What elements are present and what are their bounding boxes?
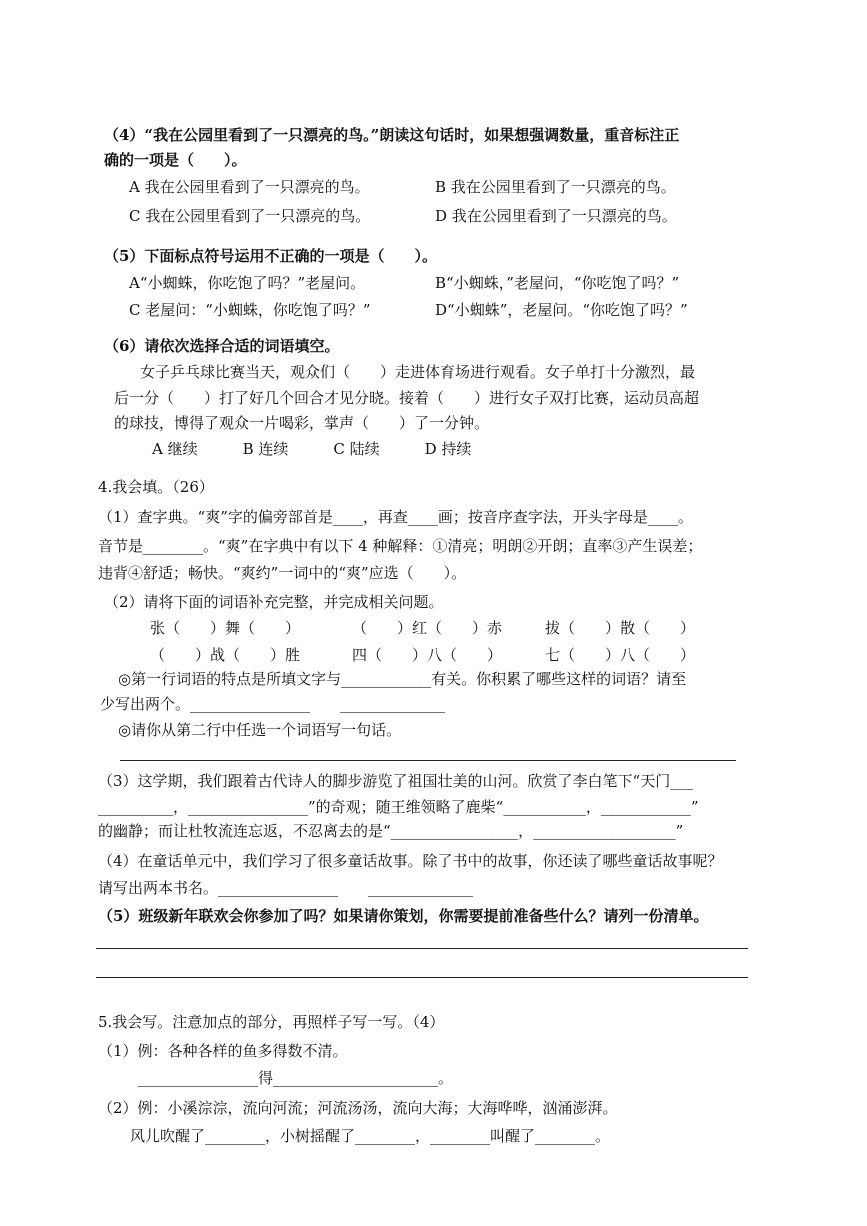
idiom-row2-a: （ ）战（ ）胜 <box>150 646 301 664</box>
q5-option-c: C 老屋问：“小蜘蛛，你吃饱了吗？” <box>129 301 371 319</box>
q5-option-a: A“小蜘蛛，你吃饱了吗？”老屋问。 <box>129 274 366 292</box>
answer-line <box>96 948 748 949</box>
section4-title: 4.我会填。（26） <box>98 478 214 496</box>
idiom-row2-c: 七（ ）八（ ） <box>545 646 696 664</box>
s4-q1-line2: 音节是________。“爽”在字典中有以下 4 种解释：①清亮；明朗②开朗；直率③产生误差； <box>98 537 703 555</box>
s5-example2-blank: 风儿吹醒了________，小树摇醒了________，________叫醒了________。 <box>130 1127 611 1145</box>
s4-q1-line1: （1）查字典。“爽”字的偏旁部首是____，再查____画；按音序查字法，开头字母是____。 <box>98 508 693 526</box>
q6-stem: （6）请依次选择合适的词语填空。 <box>104 337 340 355</box>
s4-q4-line1: （4）在童话单元中，我们学习了很多童话故事。除了书中的故事，你还读了哪些童话故事呢？ <box>98 852 723 870</box>
q6-options: A 继续 B 连续 C 陆续 D 持续 <box>152 440 472 458</box>
q4-stem-line1: （4）“我在公园里看到了一只漂亮的鸟。”朗读这句话时，如果想强调数量，重音标注正 <box>104 126 680 144</box>
s4-q2-stem: （2）请将下面的词语补充完整，并完成相关问题。 <box>104 593 444 611</box>
q6-passage-line3: 的球技，博得了观众一片喝彩，掌声（ ）了一分钟。 <box>114 414 490 432</box>
s4-q1-line3: 违背④舒适；畅快。“爽约”一词中的“爽”应选（ ）。 <box>98 564 467 582</box>
s4-q2-followup1: ◎第一行词语的特点是所填文字与____________有关。你积累了哪些这样的词语？请至 <box>118 670 687 688</box>
s4-q3-line2: __________，________________”的奇观；随王维领略了鹿柴“___________，____________” <box>98 798 699 816</box>
q6-passage-line2: 后一分（ ）打了好几个回合才见分晓。接着（ ）进行女子双打比赛，运动员高超 <box>114 389 700 407</box>
answer-line <box>96 977 748 978</box>
s4-q2-followup2: ◎请你从第二行中任选一个词语写一句话。 <box>118 721 402 739</box>
s4-q3-line3: 的幽静；而让杜牧流连忘返，不忍离去的是“_________________，___________________” <box>98 822 684 840</box>
answer-line <box>120 760 736 761</box>
q5-option-b: B“小蜘蛛，”老屋问，“你吃饱了吗？” <box>435 274 680 292</box>
s4-q2-followup1-cont: 少写出两个。________________ ______________ <box>100 695 446 713</box>
q4-option-b: B 我在公园里看到了一只漂亮的鸟。 <box>435 178 676 196</box>
q4-stem-line2: 确的一项是（ ）。 <box>104 151 247 169</box>
idiom-row1-b: （ ）红（ ）赤 <box>352 619 503 637</box>
idiom-row1-c: 拔（ ）散（ ） <box>545 619 696 637</box>
s4-q3-line1: （3）这学期，我们跟着古代诗人的脚步游览了祖国壮美的山河。欣赏了李白笔下“天门___ <box>98 772 693 790</box>
idiom-row1-a: 张（ ）舞（ ） <box>150 619 301 637</box>
q5-option-d: D“小蜘蛛”，老屋问。“你吃饱了吗？” <box>435 301 688 319</box>
section5-title: 5.我会写。注意加点的部分，再照样子写一写。（4） <box>98 1013 445 1031</box>
s5-example2: （2）例：小溪淙淙，流向河流；河流汤汤，流向大海；大海哗哗，汹涌澎湃。 <box>98 1099 618 1117</box>
s5-example1: （1）例：各种各样的鱼多得数不清。 <box>98 1042 348 1060</box>
s4-q5-stem: （5）班级新年联欢会你参加了吗？如果请你策划，你需要提前准备些什么？请列一份清单。 <box>98 907 709 925</box>
s4-q4-line2: 请写出两本书名。________________ ______________ <box>98 879 474 897</box>
s5-example1-blank: ________________得______________________。 <box>138 1069 454 1087</box>
q4-option-c: C 我在公园里看到了一只漂亮的鸟。 <box>129 207 371 225</box>
q6-passage-line1: 女子乒乓球比赛当天，观众们（ ）走进体育场进行观看。女子单打十分激烈，最 <box>140 363 696 381</box>
q5-stem: （5）下面标点符号运用不正确的一项是（ ）。 <box>104 247 437 265</box>
q4-option-a: A 我在公园里看到了一只漂亮的鸟。 <box>129 178 370 196</box>
idiom-row2-b: 四（ ）八（ ） <box>352 646 503 664</box>
q4-option-d: D 我在公园里看到了一只漂亮的鸟。 <box>435 207 677 225</box>
